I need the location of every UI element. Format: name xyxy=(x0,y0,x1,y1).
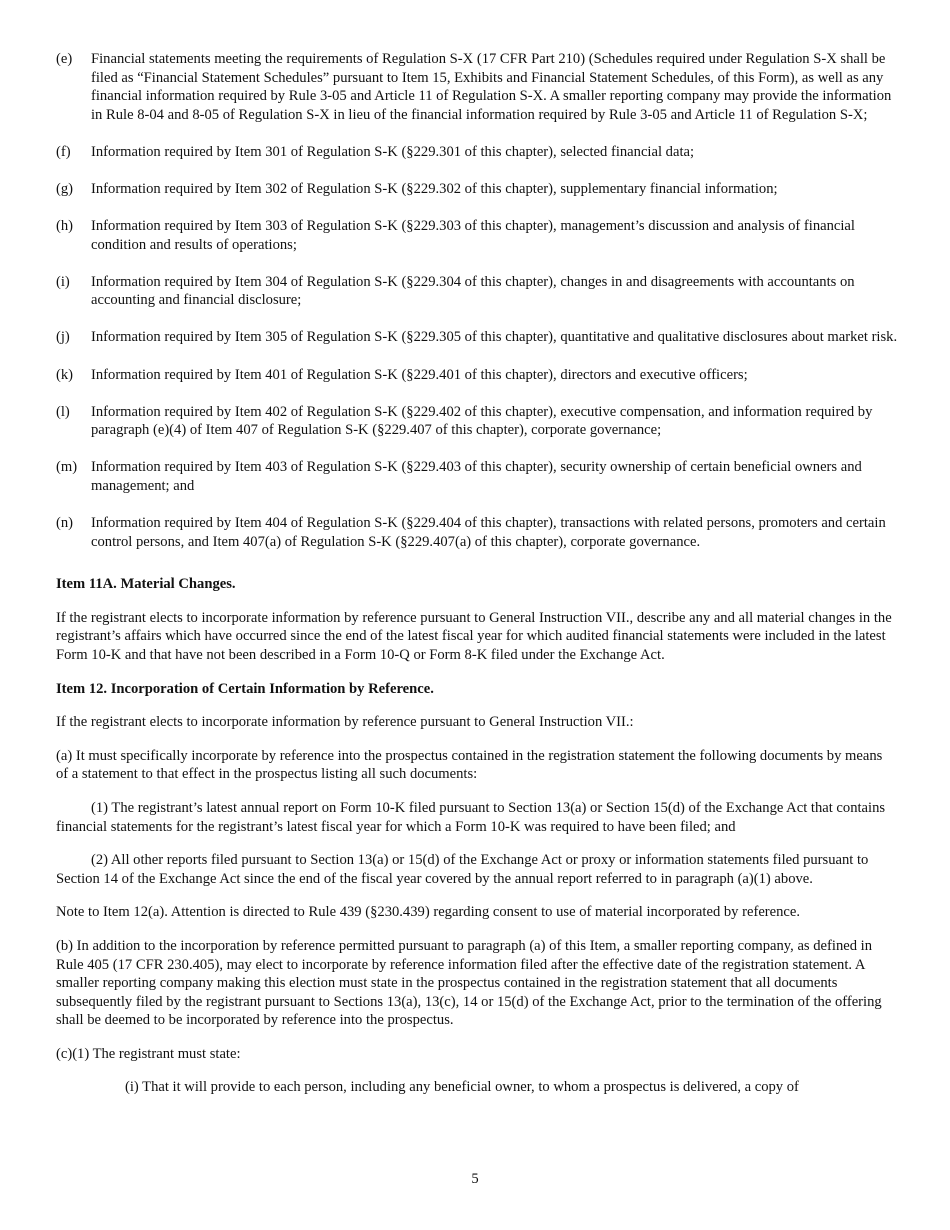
list-text: Information required by Item 402 of Regulation S-K (§229.402 of this chapter), executive compensation, and information required by paragraph (e)(4) of Item 407 of Regulation S-K (§229.407 of this chapter), corporate governance; xyxy=(91,403,873,439)
item-12-para-a2: (2) All other reports filed pursuant to Section 13(a) or 15(d) of the Exchange Act or proxy or information statements filed pursuant to Section 14 of the Exchange Act since the end of the fiscal year covered by the annual report referred to in paragraph (a)(1) above. xyxy=(56,852,869,887)
item-12-para-ci: (i) That it will provide to each person, including any beneficial owner, to whom a prospectus is delivered, a copy of xyxy=(125,1079,799,1096)
list-label: (h) xyxy=(56,218,74,235)
item-12-note: Note to Item 12(a). Attention is directed to Rule 439 (§230.439) regarding consent to use of material incorporated by reference. xyxy=(56,904,801,921)
list-label: (g) xyxy=(56,180,74,197)
item-12-para-a: (a) It must specifically incorporate by reference into the prospectus contained in the registration statement the following documents by means of a statement to that effect in the prospectus listing all such documents: xyxy=(56,747,883,783)
list-text: Information required by Item 305 of Regulation S-K (§229.305 of this chapter), quantitative and qualitative disclosures about market risk. xyxy=(91,329,898,346)
list-item-j xyxy=(56,328,898,347)
list-text: Information required by Item 401 of Regulation S-K (§229.401 of this chapter), directors and executive officers; xyxy=(91,366,748,383)
item-12-para-b: (b) In addition to the incorporation by reference permitted pursuant to paragraph (a) of this Item, a smaller reporting company, as defined in Rule 405 (17 CFR 230.405), may elect to incorporate by reference information filed after the effective date of the registration statement. A smaller reporting company making this election must state in the prospectus contained in the registration statement that all documents subsequently filed by the registrant pursuant to Sections 13(a), 13(c), 14 or 15(d) of the Exchange Act, prior to the termination of the offering shall be deemed to be incorporated by reference into the prospectus. xyxy=(56,937,882,1029)
item-11a-text: If the registrant elects to incorporate information by reference pursuant to General Instruction VII., describe any and all material changes in the registrant’s affairs which have occurred since the end of the latest fiscal year for which audited financial statements were included in the latest Form 10-K and that have not been described in a Form 10-Q or Form 8-K filed under the Exchange Act. xyxy=(56,609,892,663)
list-text: Information required by Item 403 of Regulation S-K (§229.403 of this chapter), security ownership of certain beneficial owners and management; and xyxy=(91,459,862,494)
list-text: Information required by Item 304 of Regulation S-K (§229.304 of this chapter), changes in and disagreements with accountants on accounting and financial disclosure; xyxy=(91,273,855,309)
document-page xyxy=(56,50,898,1112)
list-item-m xyxy=(56,458,898,495)
list-label: (m) xyxy=(56,459,78,476)
list-item-l xyxy=(56,403,898,440)
list-label: (j) xyxy=(56,329,70,346)
list-item-h xyxy=(56,217,898,254)
item-11a-heading: Item 11A. Material Changes. xyxy=(56,576,236,593)
list-text: Information required by Item 404 of Regulation S-K (§229.404 of this chapter), transactions with related persons, promoters and certain control persons, and Item 407(a) of Regulation S-K (§229.407(a) of this chapter), corporate governance. xyxy=(91,515,886,550)
list-label: (k) xyxy=(56,366,74,383)
list-item-k xyxy=(56,366,898,385)
list-label: (e) xyxy=(56,51,73,67)
list-label: (f) xyxy=(56,143,71,160)
item-12-para-a1: (1) The registrant’s latest annual report on Form 10-K filed pursuant to Section 13(a) or Section 15(d) of the Exchange Act that contains financial statements for the registrant’s latest fiscal year for which a Form 10-K was required to have been filed; and xyxy=(56,799,886,835)
list-item-g xyxy=(56,180,898,199)
list-label: (l) xyxy=(56,403,70,420)
list-item-n xyxy=(56,514,898,551)
list-item-e xyxy=(56,50,898,124)
item-12-intro: If the registrant elects to incorporate information by reference pursuant to General Instruction VII.: xyxy=(56,714,634,731)
item-12-para-c1: (c)(1) The registrant must state: xyxy=(56,1045,241,1062)
list-label: (n) xyxy=(56,515,74,531)
list-text: Financial statements meeting the requirements of Regulation S-X (17 CFR Part 210) (Schedules required under Regulation S-X shall be filed as “Financial Statement Schedules” pursuant to Item 15, Exhibits and Financial Statement Schedules, of this Form), as well as any financial information required by Rule 3-05 and Article 11 of Regulation S-X. A smaller reporting company may provide the information in Rule 8-04 and 8-05 of Regulation S-X in lieu of the financial information required by Rule 3-05 and Article 11 of Regulation S-X; xyxy=(91,51,892,123)
page-number: 5 xyxy=(471,1171,479,1187)
item-12-heading: Item 12. Incorporation of Certain Information by Reference. xyxy=(56,680,434,697)
list-item-f xyxy=(56,143,898,162)
list-label: (i) xyxy=(56,273,70,290)
list-text: Information required by Item 301 of Regulation S-K (§229.301 of this chapter), selected financial data; xyxy=(91,143,695,160)
list-text: Information required by Item 303 of Regulation S-K (§229.303 of this chapter), management’s discussion and analysis of financial condition and results of operations; xyxy=(91,218,855,253)
list-item-i xyxy=(56,273,898,310)
list-text: Information required by Item 302 of Regulation S-K (§229.302 of this chapter), supplementary financial information; xyxy=(91,180,778,197)
